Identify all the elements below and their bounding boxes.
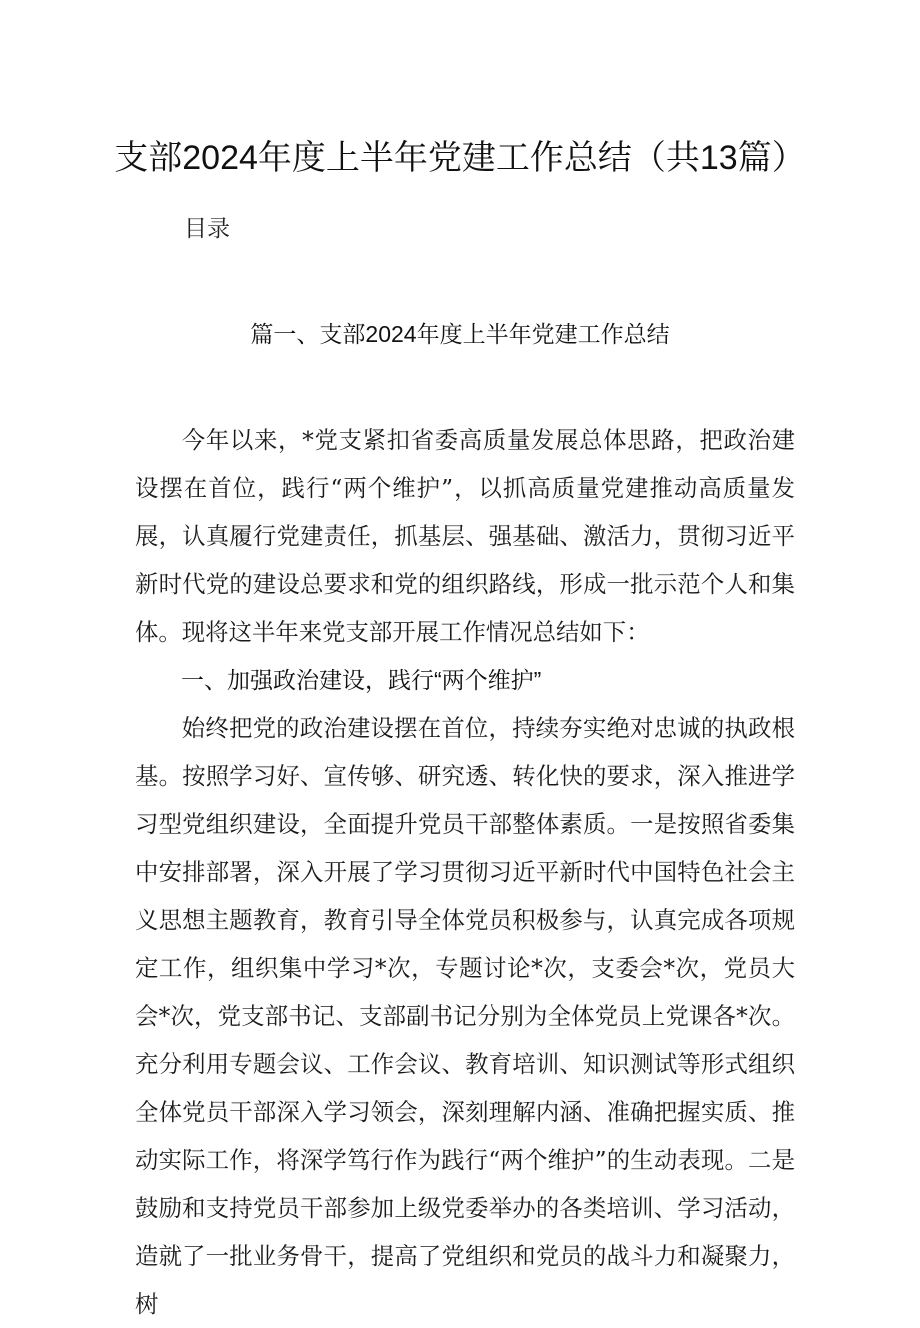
heading-political-building: 一、加强政治建设，践行“两个维护” (181, 667, 542, 693)
paragraph-intro: 今年以来，*党支紧扣省委高质量发展总体思路，把政治建设摆在首位，践行“两个维护”，以抓高质量党建推动高质量发展，认真履行党建责任，抓基层、强基础、激活力，贯彻习近平新时代党的建设总要求和党的组织路线，形成一批示范个人和集体。现将这半年来党支部开展工作情况总结如下： (135, 426, 795, 646)
document-body (135, 416, 795, 1328)
section-title: 篇一、支部2024年度上半年党建工作总结 (250, 321, 670, 347)
paragraph-political-building: 始终把党的政治建设摆在首位，持续夯实绝对忠诚的执政根基。按照学习好、宣传够、研究透、转化快的要求，深入推进学习型党组织建设，全面提升党员干部整体素质。一是按照省委集中安排部署，深入开展了学习贯彻习近平新时代中国特色社会主义思想主题教育，教育引导全体党员积极参与，认真完成各项规定工作，组织集中学习*次，专题讨论*次，支委会*次，党员大会*次，党支部书记、支部副书记分别为全体党员上党课各*次。充分利用专题会议、工作会议、教育培训、知识测试等形式组织全体党员干部深入学习领会，深刻理解内涵、准确把握实质、推动实际工作，将深学笃行作为践行“两个维护”的生动表现。二是鼓励和支持党员干部参加上级党委举办的各类培训、学习活动，造就了一批业务骨干，提高了党组织和党员的战斗力和凝聚力，树 (135, 714, 795, 1318)
document-title: 支部2024年度上半年党建工作总结（共13篇） (114, 139, 806, 177)
toc-label: 目录 (184, 215, 230, 241)
